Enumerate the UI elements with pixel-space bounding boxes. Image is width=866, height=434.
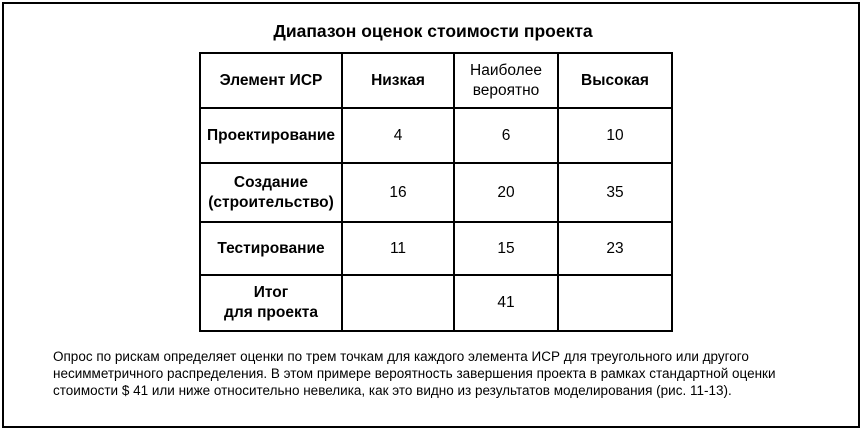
table-row — [200, 222, 672, 275]
header-high: Высокая — [558, 53, 672, 108]
cell-high: 35 — [558, 163, 672, 222]
cell-high: 23 — [558, 222, 672, 275]
cell-low: 4 — [342, 108, 454, 163]
row-label-line1: Проектирование — [207, 126, 335, 144]
cell-most-likely: 15 — [454, 222, 558, 275]
caption-note — [53, 348, 843, 399]
cell-low — [342, 275, 454, 331]
cell-most-likely: 20 — [454, 163, 558, 222]
cell-most-likely: 41 — [454, 275, 558, 331]
note-line2: несимметричного распределения. В этом примере вероятность завершения проекта в рамках стандартной оценки — [53, 366, 776, 381]
row-label-line2: (строительство) — [208, 193, 334, 211]
cost-estimate-table — [199, 52, 673, 332]
cell-most-likely: 6 — [454, 108, 558, 163]
row-label — [200, 275, 342, 331]
note-line3: стоимости $ 41 или ниже относительно невелика, как это видно из результатов моделирования (рис. 11-13). — [53, 383, 732, 398]
note-line1: Опрос по рискам определяет оценки по трем точкам для каждого элемента ИСР для треугольного или другого — [53, 349, 749, 364]
row-label-line1: Создание — [233, 173, 309, 191]
row-label-line2: для проекта — [224, 304, 318, 321]
cell-high — [558, 275, 672, 331]
page-title: Диапазон оценок стоимости проекта — [273, 21, 593, 41]
cell-low: 16 — [342, 163, 454, 222]
row-label — [200, 222, 342, 275]
table-row — [200, 163, 672, 222]
row-label-line1: Тестирование — [217, 239, 325, 257]
cell-low: 11 — [342, 222, 454, 275]
header-most-likely — [454, 53, 558, 108]
header-wbs-element: Элемент ИСР — [200, 53, 342, 108]
table-header-row — [200, 53, 672, 108]
cell-high: 10 — [558, 108, 672, 163]
header-low: Низкая — [342, 53, 454, 108]
row-label — [200, 108, 342, 163]
row-label — [200, 163, 342, 222]
row-label-line1: Итог — [253, 284, 289, 301]
header-most-likely-line1: Наиболее — [470, 61, 542, 79]
table-row-total — [200, 275, 672, 331]
table-row — [200, 108, 672, 163]
header-most-likely-line2: вероятно — [472, 81, 540, 99]
